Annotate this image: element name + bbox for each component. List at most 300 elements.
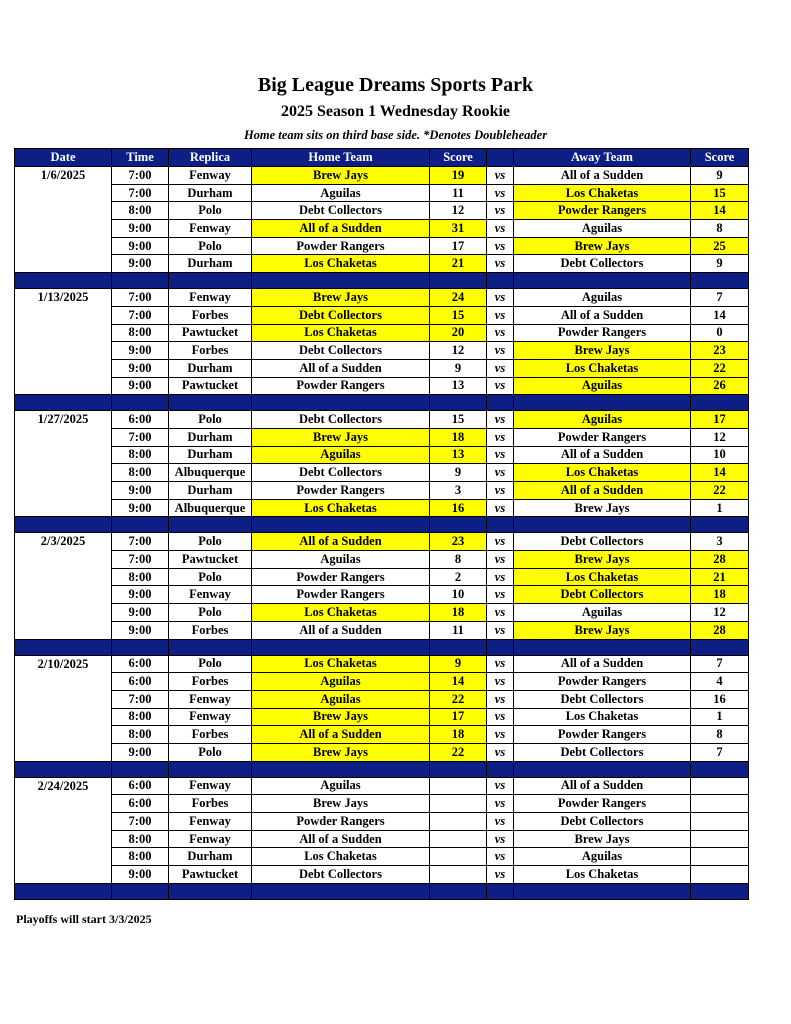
table-row	[15, 866, 749, 884]
replica-field: Forbes	[169, 795, 252, 813]
game-date	[15, 795, 112, 813]
table-row	[15, 777, 749, 795]
game-time: 8:00	[112, 202, 169, 220]
away-team: Aguilas	[514, 289, 691, 307]
home-score: 15	[430, 411, 487, 429]
game-time: 9:00	[112, 237, 169, 255]
away-score: 7	[691, 655, 749, 673]
game-date: 2/10/2025	[15, 655, 112, 673]
away-team: Aguilas	[514, 377, 691, 395]
separator-cell	[487, 273, 514, 289]
vs-label: vs	[487, 446, 514, 464]
home-score	[430, 813, 487, 831]
away-score: 26	[691, 377, 749, 395]
vs-label: vs	[487, 482, 514, 500]
home-score: 24	[430, 289, 487, 307]
home-team: Aguilas	[252, 446, 430, 464]
separator-cell	[252, 273, 430, 289]
vs-label: vs	[487, 428, 514, 446]
vs-label: vs	[487, 184, 514, 202]
game-time: 9:00	[112, 342, 169, 360]
away-score: 28	[691, 551, 749, 569]
away-team: All of a Sudden	[514, 446, 691, 464]
replica-field: Pawtucket	[169, 377, 252, 395]
home-score: 11	[430, 184, 487, 202]
away-score: 9	[691, 255, 749, 273]
away-score: 1	[691, 499, 749, 517]
home-team: All of a Sudden	[252, 726, 430, 744]
home-score: 17	[430, 237, 487, 255]
vs-label: vs	[487, 202, 514, 220]
home-team: Aguilas	[252, 673, 430, 691]
table-row	[15, 377, 749, 395]
vs-label: vs	[487, 289, 514, 307]
home-team: Aguilas	[252, 184, 430, 202]
game-time: 6:00	[112, 777, 169, 795]
replica-field: Polo	[169, 411, 252, 429]
replica-field: Forbes	[169, 342, 252, 360]
home-team: Powder Rangers	[252, 237, 430, 255]
game-date	[15, 324, 112, 342]
vs-label: vs	[487, 551, 514, 569]
vs-label: vs	[487, 306, 514, 324]
column-header-away-score: Score	[691, 149, 749, 167]
table-row	[15, 743, 749, 761]
vs-label: vs	[487, 411, 514, 429]
table-row	[15, 568, 749, 586]
away-score	[691, 866, 749, 884]
page-subtitle: 2025 Season 1 Wednesday Rookie	[280, 103, 511, 120]
vs-label: vs	[487, 708, 514, 726]
game-date: 1/13/2025	[15, 289, 112, 307]
table-row	[15, 482, 749, 500]
game-time: 8:00	[112, 446, 169, 464]
home-team: Powder Rangers	[252, 813, 430, 831]
separator-cell	[112, 517, 169, 533]
separator-cell	[430, 761, 487, 777]
home-team: Los Chaketas	[252, 324, 430, 342]
replica-field: Durham	[169, 446, 252, 464]
vs-label: vs	[487, 255, 514, 273]
vs-label: vs	[487, 813, 514, 831]
table-row	[15, 289, 749, 307]
game-date	[15, 708, 112, 726]
game-time: 7:00	[112, 690, 169, 708]
replica-field: Fenway	[169, 777, 252, 795]
home-score: 8	[430, 551, 487, 569]
separator-cell	[112, 639, 169, 655]
away-team: Aguilas	[514, 220, 691, 238]
away-score: 25	[691, 237, 749, 255]
home-score: 20	[430, 324, 487, 342]
table-row	[15, 499, 749, 517]
vs-label: vs	[487, 237, 514, 255]
away-score: 14	[691, 464, 749, 482]
game-date	[15, 830, 112, 848]
game-time: 6:00	[112, 655, 169, 673]
table-row	[15, 167, 749, 185]
home-team: Aguilas	[252, 777, 430, 795]
home-score	[430, 848, 487, 866]
replica-field: Fenway	[169, 586, 252, 604]
vs-label: vs	[487, 586, 514, 604]
home-team: Powder Rangers	[252, 482, 430, 500]
replica-field: Fenway	[169, 289, 252, 307]
away-score: 7	[691, 289, 749, 307]
game-date	[15, 377, 112, 395]
home-score: 21	[430, 255, 487, 273]
table-row	[15, 184, 749, 202]
home-score: 3	[430, 482, 487, 500]
away-team: All of a Sudden	[514, 306, 691, 324]
game-time: 8:00	[112, 324, 169, 342]
table-row	[15, 655, 749, 673]
vs-label: vs	[487, 324, 514, 342]
table-row	[15, 586, 749, 604]
home-team: Powder Rangers	[252, 568, 430, 586]
column-header-date: Date	[15, 149, 112, 167]
replica-field: Polo	[169, 568, 252, 586]
separator-cell	[430, 395, 487, 411]
home-score: 9	[430, 655, 487, 673]
game-date	[15, 428, 112, 446]
away-score: 1	[691, 708, 749, 726]
schedule-table	[14, 148, 749, 900]
home-team: Powder Rangers	[252, 586, 430, 604]
replica-field: Pawtucket	[169, 866, 252, 884]
home-team: Brew Jays	[252, 743, 430, 761]
vs-label: vs	[487, 743, 514, 761]
separator-cell	[169, 517, 252, 533]
home-team: Brew Jays	[252, 167, 430, 185]
game-time: 8:00	[112, 464, 169, 482]
home-score: 15	[430, 306, 487, 324]
table-row	[15, 830, 749, 848]
replica-field: Durham	[169, 482, 252, 500]
game-time: 8:00	[112, 848, 169, 866]
game-date	[15, 342, 112, 360]
replica-field: Fenway	[169, 813, 252, 831]
game-time: 9:00	[112, 866, 169, 884]
vs-label: vs	[487, 220, 514, 238]
game-time: 9:00	[112, 255, 169, 273]
home-score: 17	[430, 708, 487, 726]
game-time: 9:00	[112, 621, 169, 639]
table-row	[15, 411, 749, 429]
away-team: Powder Rangers	[514, 795, 691, 813]
home-score: 11	[430, 621, 487, 639]
away-team: Los Chaketas	[514, 708, 691, 726]
game-time: 8:00	[112, 568, 169, 586]
column-header-home-team: Home Team	[252, 149, 430, 167]
table-row	[15, 220, 749, 238]
home-score: 16	[430, 499, 487, 517]
game-time: 8:00	[112, 830, 169, 848]
away-team: Brew Jays	[514, 499, 691, 517]
home-team: Brew Jays	[252, 795, 430, 813]
away-team: Brew Jays	[514, 342, 691, 360]
home-team: Aguilas	[252, 551, 430, 569]
separator-cell	[15, 395, 112, 411]
vs-label: vs	[487, 690, 514, 708]
away-score	[691, 795, 749, 813]
game-time: 9:00	[112, 743, 169, 761]
home-team: Debt Collectors	[252, 306, 430, 324]
away-score: 28	[691, 621, 749, 639]
replica-field: Polo	[169, 237, 252, 255]
game-date: 1/27/2025	[15, 411, 112, 429]
separator-cell	[112, 761, 169, 777]
away-team: Debt Collectors	[514, 743, 691, 761]
away-team: Powder Rangers	[514, 202, 691, 220]
home-score: 18	[430, 428, 487, 446]
away-team: Powder Rangers	[514, 324, 691, 342]
away-team: Brew Jays	[514, 621, 691, 639]
home-team: Debt Collectors	[252, 342, 430, 360]
table-row	[15, 604, 749, 622]
vs-label: vs	[487, 359, 514, 377]
game-time: 9:00	[112, 377, 169, 395]
away-team: All of a Sudden	[514, 777, 691, 795]
vs-label: vs	[487, 621, 514, 639]
game-date	[15, 551, 112, 569]
week-separator	[15, 517, 749, 533]
home-score	[430, 795, 487, 813]
home-team: All of a Sudden	[252, 359, 430, 377]
game-time: 9:00	[112, 220, 169, 238]
game-time: 7:00	[112, 813, 169, 831]
away-score: 14	[691, 202, 749, 220]
home-score	[430, 777, 487, 795]
replica-field: Polo	[169, 202, 252, 220]
table-row	[15, 359, 749, 377]
home-score: 10	[430, 586, 487, 604]
home-team: Brew Jays	[252, 289, 430, 307]
game-time: 8:00	[112, 708, 169, 726]
away-team: Brew Jays	[514, 237, 691, 255]
home-score: 2	[430, 568, 487, 586]
home-team: Los Chaketas	[252, 655, 430, 673]
away-team: Brew Jays	[514, 551, 691, 569]
away-score: 17	[691, 411, 749, 429]
away-score: 9	[691, 167, 749, 185]
table-row	[15, 795, 749, 813]
separator-cell	[430, 639, 487, 655]
separator-cell	[691, 273, 749, 289]
away-team: All of a Sudden	[514, 655, 691, 673]
separator-cell	[691, 517, 749, 533]
separator-cell	[169, 883, 252, 899]
table-row	[15, 533, 749, 551]
home-team: All of a Sudden	[252, 533, 430, 551]
separator-cell	[514, 395, 691, 411]
vs-label: vs	[487, 342, 514, 360]
separator-cell	[691, 883, 749, 899]
game-time: 6:00	[112, 411, 169, 429]
replica-field: Pawtucket	[169, 324, 252, 342]
table-row	[15, 428, 749, 446]
game-time: 7:00	[112, 551, 169, 569]
home-team: Los Chaketas	[252, 604, 430, 622]
table-row	[15, 464, 749, 482]
game-time: 9:00	[112, 482, 169, 500]
replica-field: Forbes	[169, 621, 252, 639]
away-team: Los Chaketas	[514, 464, 691, 482]
separator-cell	[487, 639, 514, 655]
replica-field: Polo	[169, 655, 252, 673]
separator-cell	[252, 517, 430, 533]
replica-field: Polo	[169, 743, 252, 761]
away-team: All of a Sudden	[514, 482, 691, 500]
game-date	[15, 306, 112, 324]
away-score: 22	[691, 482, 749, 500]
away-score: 12	[691, 428, 749, 446]
week-separator	[15, 639, 749, 655]
home-score: 14	[430, 673, 487, 691]
game-date	[15, 866, 112, 884]
away-team: Debt Collectors	[514, 586, 691, 604]
replica-field: Durham	[169, 359, 252, 377]
table-row	[15, 202, 749, 220]
away-team: Debt Collectors	[514, 690, 691, 708]
game-time: 7:00	[112, 289, 169, 307]
game-date	[15, 690, 112, 708]
home-score: 13	[430, 377, 487, 395]
game-date	[15, 237, 112, 255]
game-date	[15, 586, 112, 604]
game-time: 8:00	[112, 726, 169, 744]
home-score: 23	[430, 533, 487, 551]
away-score: 21	[691, 568, 749, 586]
week-separator	[15, 395, 749, 411]
column-header-away-team: Away Team	[514, 149, 691, 167]
home-team: Aguilas	[252, 690, 430, 708]
separator-cell	[112, 273, 169, 289]
game-time: 9:00	[112, 499, 169, 517]
separator-cell	[169, 395, 252, 411]
game-date	[15, 255, 112, 273]
game-time: 6:00	[112, 673, 169, 691]
replica-field: Fenway	[169, 167, 252, 185]
table-row	[15, 848, 749, 866]
away-team: Powder Rangers	[514, 673, 691, 691]
away-team: Powder Rangers	[514, 428, 691, 446]
separator-cell	[430, 517, 487, 533]
away-score: 4	[691, 673, 749, 691]
table-row	[15, 342, 749, 360]
table-row	[15, 446, 749, 464]
separator-cell	[514, 273, 691, 289]
separator-cell	[252, 639, 430, 655]
column-header-vs	[487, 149, 514, 167]
separator-cell	[169, 273, 252, 289]
game-date	[15, 499, 112, 517]
away-score: 3	[691, 533, 749, 551]
table-row	[15, 708, 749, 726]
home-team: All of a Sudden	[252, 621, 430, 639]
separator-cell	[487, 517, 514, 533]
game-time: 7:00	[112, 306, 169, 324]
home-score: 18	[430, 726, 487, 744]
vs-label: vs	[487, 568, 514, 586]
away-score	[691, 848, 749, 866]
game-date	[15, 446, 112, 464]
separator-cell	[430, 273, 487, 289]
game-date	[15, 726, 112, 744]
separator-cell	[169, 761, 252, 777]
away-team: Aguilas	[514, 848, 691, 866]
game-date	[15, 482, 112, 500]
away-team: Aguilas	[514, 411, 691, 429]
home-team: All of a Sudden	[252, 220, 430, 238]
away-team: Debt Collectors	[514, 533, 691, 551]
vs-label: vs	[487, 464, 514, 482]
separator-cell	[691, 395, 749, 411]
table-row	[15, 551, 749, 569]
week-separator	[15, 273, 749, 289]
away-team: Los Chaketas	[514, 866, 691, 884]
away-team: All of a Sudden	[514, 167, 691, 185]
vs-label: vs	[487, 167, 514, 185]
replica-field: Albuquerque	[169, 499, 252, 517]
separator-cell	[691, 761, 749, 777]
home-score: 9	[430, 359, 487, 377]
vs-label: vs	[487, 655, 514, 673]
home-team: Debt Collectors	[252, 464, 430, 482]
home-team: Debt Collectors	[252, 411, 430, 429]
table-row	[15, 621, 749, 639]
game-time: 7:00	[112, 428, 169, 446]
away-score: 8	[691, 726, 749, 744]
week-separator	[15, 883, 749, 899]
vs-label: vs	[487, 499, 514, 517]
column-header-home-score: Score	[430, 149, 487, 167]
vs-label: vs	[487, 726, 514, 744]
game-date	[15, 848, 112, 866]
table-row	[15, 813, 749, 831]
separator-cell	[15, 761, 112, 777]
away-score: 18	[691, 586, 749, 604]
home-score: 22	[430, 743, 487, 761]
vs-label: vs	[487, 777, 514, 795]
schedule-note: Home team sits on third base side. *Denotes Doubleheader	[243, 128, 548, 142]
column-header-replica: Replica	[169, 149, 252, 167]
home-team: Debt Collectors	[252, 866, 430, 884]
table-row	[15, 324, 749, 342]
game-date	[15, 621, 112, 639]
separator-cell	[514, 639, 691, 655]
replica-field: Fenway	[169, 220, 252, 238]
separator-cell	[691, 639, 749, 655]
home-score: 22	[430, 690, 487, 708]
game-date	[15, 202, 112, 220]
separator-cell	[514, 883, 691, 899]
home-score: 31	[430, 220, 487, 238]
vs-label: vs	[487, 795, 514, 813]
column-header-time: Time	[112, 149, 169, 167]
table-row	[15, 306, 749, 324]
separator-cell	[112, 883, 169, 899]
game-date	[15, 464, 112, 482]
away-team: Debt Collectors	[514, 813, 691, 831]
separator-cell	[252, 883, 430, 899]
separator-cell	[487, 395, 514, 411]
away-score: 12	[691, 604, 749, 622]
game-time: 7:00	[112, 533, 169, 551]
page-title: Big League Dreams Sports Park	[257, 74, 534, 96]
replica-field: Fenway	[169, 690, 252, 708]
home-score: 9	[430, 464, 487, 482]
